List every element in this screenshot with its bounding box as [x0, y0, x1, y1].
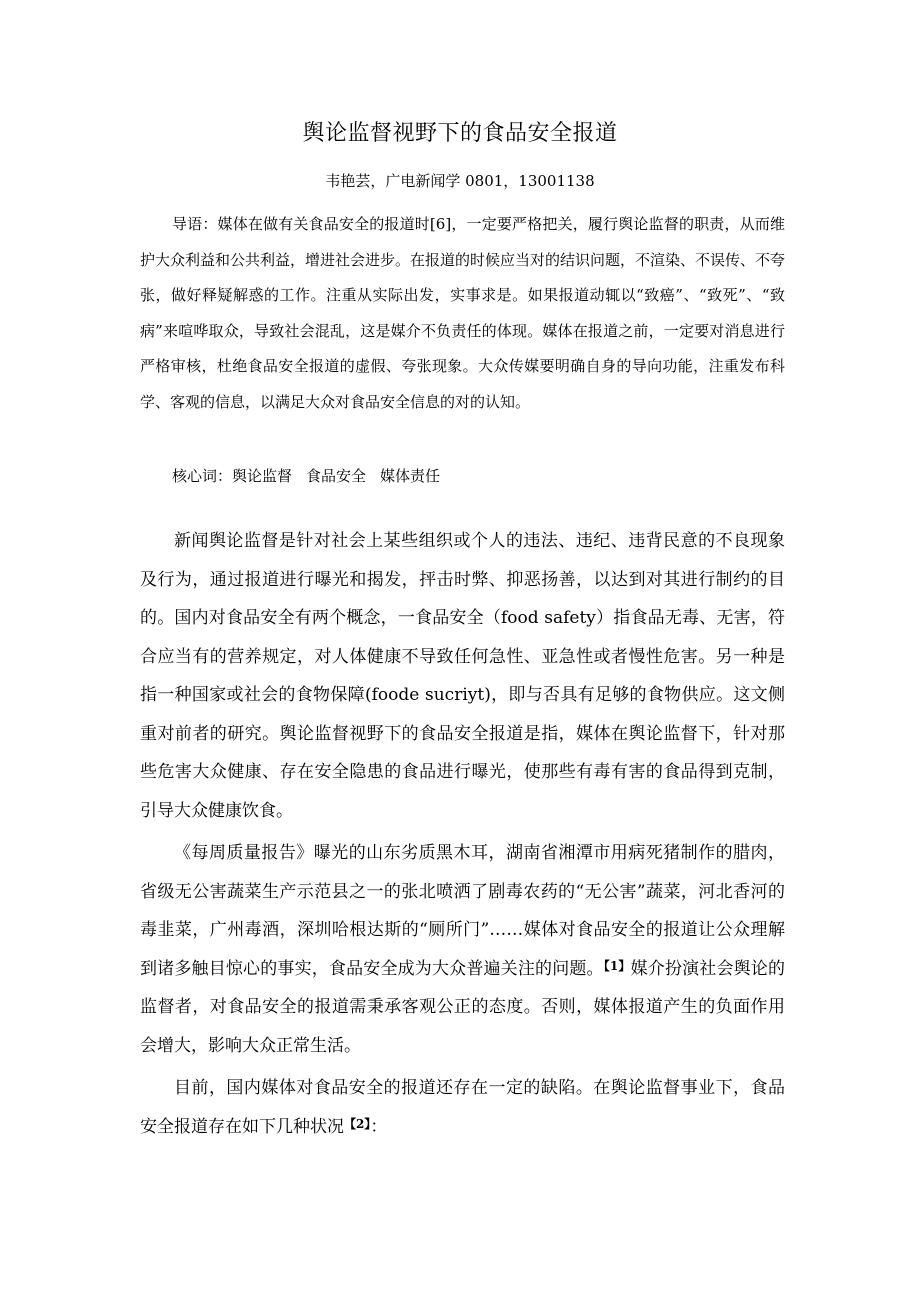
- citation-marker: 【2】: [344, 1116, 371, 1131]
- citation-marker: 【1】: [603, 958, 631, 973]
- keyword-item: 媒体责任: [380, 467, 441, 485]
- body-paragraph-3: [140, 1069, 785, 1146]
- body-paragraph-2: [140, 834, 785, 1065]
- keywords-label: 核心词：: [172, 467, 233, 485]
- paragraph-text: 目前，国内媒体对食品安全的报道还存在一定的缺陷。在舆论监督事业下，食品安全报道存在如下几种状况: [140, 1078, 785, 1137]
- paragraph-text: ：: [370, 1116, 388, 1137]
- paragraph-text: 《每周质量报告》曝光的山东劣质黑木耳，湖南省湘潭市用病死猪制作的腊肉，省级无公害蔬菜生产示范县之一的张北喷洒了剧毒农药的“无公害”蔬菜，河北香河的毒韭菜，广州毒酒，深圳哈根达斯的“厕所门”……媒体对食品安全的报道让公众理解到诸多触目惊心的事实，食品安全成为大众普遍关注的问题。: [140, 843, 785, 979]
- body-text: [140, 522, 785, 1150]
- keyword-item: 食品安全: [306, 467, 367, 485]
- keywords-line: [140, 459, 785, 494]
- abstract-paragraph: 导语：媒体在做有关食品安全的报道时[6]，一定要严格把关，履行舆论监督的职责，从而维护大众利益和公共利益，增进社会进步。在报道的时候应当对的结识问题，不渲染、不误传、不夸张，做好释疑解惑的工作。注重从实际出发，实事求是。如果报道动辄以“致癌”、“致死”、“致病”来喧哗取众，导致社会混乱，这是媒介不负责任的体现。媒体在报道之前，一定要对消息进行严格审核，杜绝食品安全报道的虚假、夸张现象。大众传媒要明确自身的导向功能，注重发布科学、客观的信息，以满足大众对食品安全信息的对的认知。: [140, 215, 786, 411]
- author-line: 韦艳芸，广电新闻学 0801，13001138: [325, 172, 595, 190]
- paragraph-text: 媒介扮演社会舆论的监督者，对食品安全的报道需秉承客观公正的态度。否则，媒体报道产生的负面作用会增大，影响大众正常生活。: [140, 958, 785, 1056]
- document-title: 舆论监督视野下的食品安全报道: [302, 121, 618, 146]
- keyword-item: 舆论监督: [232, 467, 293, 485]
- body-paragraph-1: 新闻舆论监督是针对社会上某些组织或个人的违法、违纪、违背民意的不良现象及行为，通过报道进行曝光和揭发，抨击时弊、抑恶扬善，以达到对其进行制约的目的。国内对食品安全有两个概念，一食品安全（food safety）指食品无毒、无害，符合应当有的营养规定，对人体健康不导致任何急性、亚急性或者慢性危害。另一种是指一种国家或社会的食物保障(foode sucriyt)，即与否具有足够的食物供应。这文侧重对前者的研究。舆论监督视野下的食品安全报道是指，媒体在舆论监督下，针对那些危害大众健康、存在安全隐患的食品进行曝光，使那些有毒有害的食品得到克制，引导大众健康饮食。: [140, 531, 785, 821]
